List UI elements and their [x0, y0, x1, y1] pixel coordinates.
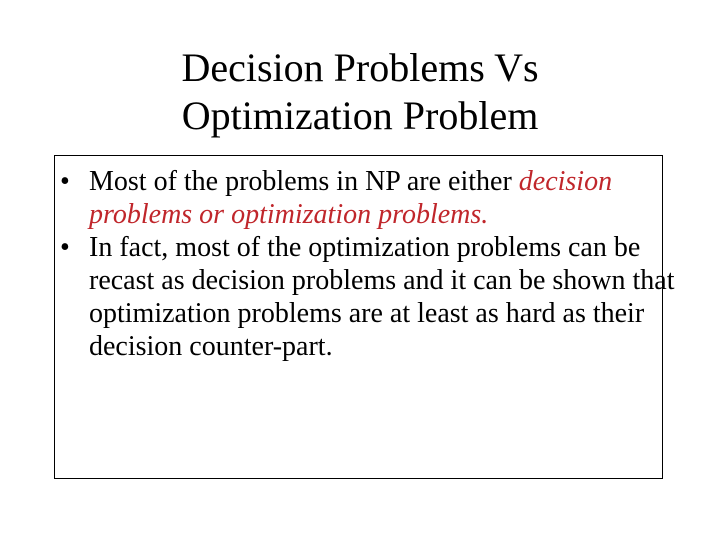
- bullet-item-np-problems: [55, 165, 695, 231]
- content-box: [54, 155, 675, 479]
- bullet-text: Most of the problems in NP are either: [89, 166, 519, 197]
- title-line-2: Optimization Problem: [181, 93, 539, 138]
- bullet-item-recast: [55, 231, 695, 363]
- bullet-list: [55, 165, 695, 363]
- bullet-icon: •: [60, 166, 70, 197]
- title-line-1: Decision Problems Vs: [181, 45, 539, 90]
- highlighted-text: decision problems or optimization problems.: [89, 166, 613, 230]
- slide-title: [0, 44, 720, 140]
- bullet-icon: •: [60, 232, 70, 263]
- bullet-text: In fact, most of the optimization problems can be recast as decision problems and it can be shown that optimization problems are at least as hard as their decision counter-part.: [89, 232, 675, 362]
